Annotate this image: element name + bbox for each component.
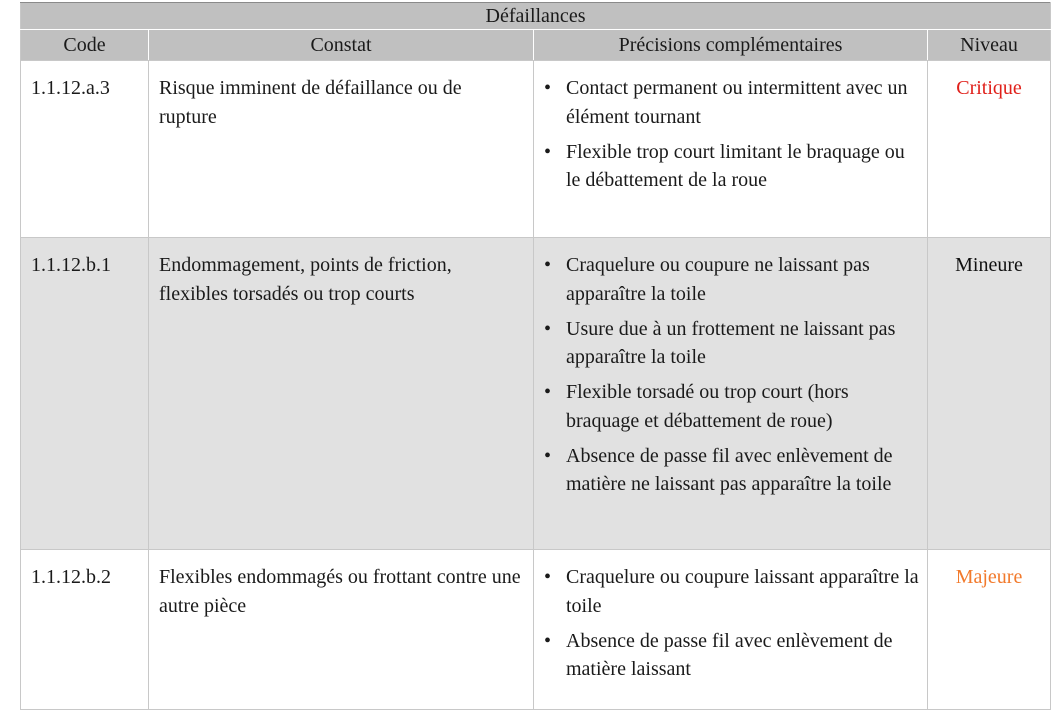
row-constat: Flexibles endommagés ou frottant contre une autre pièce [149, 550, 534, 710]
row-code: 1.1.12.a.3 [21, 61, 149, 238]
table-header-row [21, 30, 1051, 61]
column-header-precisions: Précisions complémentaires [534, 30, 928, 61]
precision-text: Craquelure ou coupure ne laissant pas apparaître la toile [566, 254, 870, 305]
row-precisions [534, 238, 928, 550]
precisions-list [542, 74, 919, 195]
list-item [542, 138, 919, 195]
table-row [21, 550, 1051, 710]
precision-text: Usure due à un frottement ne laissant pas apparaître la toile [566, 317, 896, 368]
table-title: Défaillances [21, 3, 1051, 30]
bullet-icon: • [544, 566, 552, 588]
precisions-list [542, 251, 919, 499]
precision-text: Flexible torsadé ou trop court (hors braquage et débattement de roue) [566, 381, 849, 432]
precision-text: Flexible trop court limitant le braquage ou le débattement de la roue [566, 140, 905, 191]
table-row [21, 238, 1051, 550]
row-code: 1.1.12.b.1 [21, 238, 149, 550]
column-header-code: Code [21, 30, 149, 61]
list-item [542, 563, 919, 620]
list-item [542, 315, 919, 372]
precisions-list [542, 563, 919, 684]
table-row [21, 61, 1051, 238]
row-constat: Risque imminent de défaillance ou de rupture [149, 61, 534, 238]
list-item [542, 442, 919, 499]
precision-text: Absence de passe fil avec enlèvement de matière ne laissant pas apparaître la toile [566, 444, 893, 495]
bullet-icon: • [544, 254, 552, 276]
row-precisions [534, 61, 928, 238]
row-precisions [534, 550, 928, 710]
list-item [542, 74, 919, 131]
bullet-icon: • [544, 317, 552, 340]
status-badge-majeure: Majeure [928, 550, 1051, 710]
list-item [542, 627, 919, 684]
row-code: 1.1.12.b.2 [21, 550, 149, 710]
status-badge-mineure: Mineure [928, 238, 1051, 550]
precision-text: Contact permanent ou intermittent avec un élément tournant [566, 77, 908, 128]
column-header-constat: Constat [149, 30, 534, 61]
bullet-icon: • [544, 140, 552, 163]
column-header-niveau: Niveau [928, 30, 1051, 61]
list-item [542, 251, 919, 308]
precision-text: Craquelure ou coupure laissant apparaître la toile [566, 566, 919, 617]
bullet-icon: • [544, 629, 552, 652]
bullet-icon: • [544, 381, 552, 403]
precision-text: Absence de passe fil avec enlèvement de matière laissant [566, 629, 893, 680]
defaillances-table [20, 2, 1051, 710]
bullet-icon: • [544, 444, 552, 467]
bullet-icon: • [544, 77, 552, 99]
row-constat: Endommagement, points de friction, flexibles torsadés ou trop courts [149, 238, 534, 550]
status-badge-critique: Critique [928, 61, 1051, 238]
list-item [542, 378, 919, 435]
table-title-row [21, 3, 1051, 30]
